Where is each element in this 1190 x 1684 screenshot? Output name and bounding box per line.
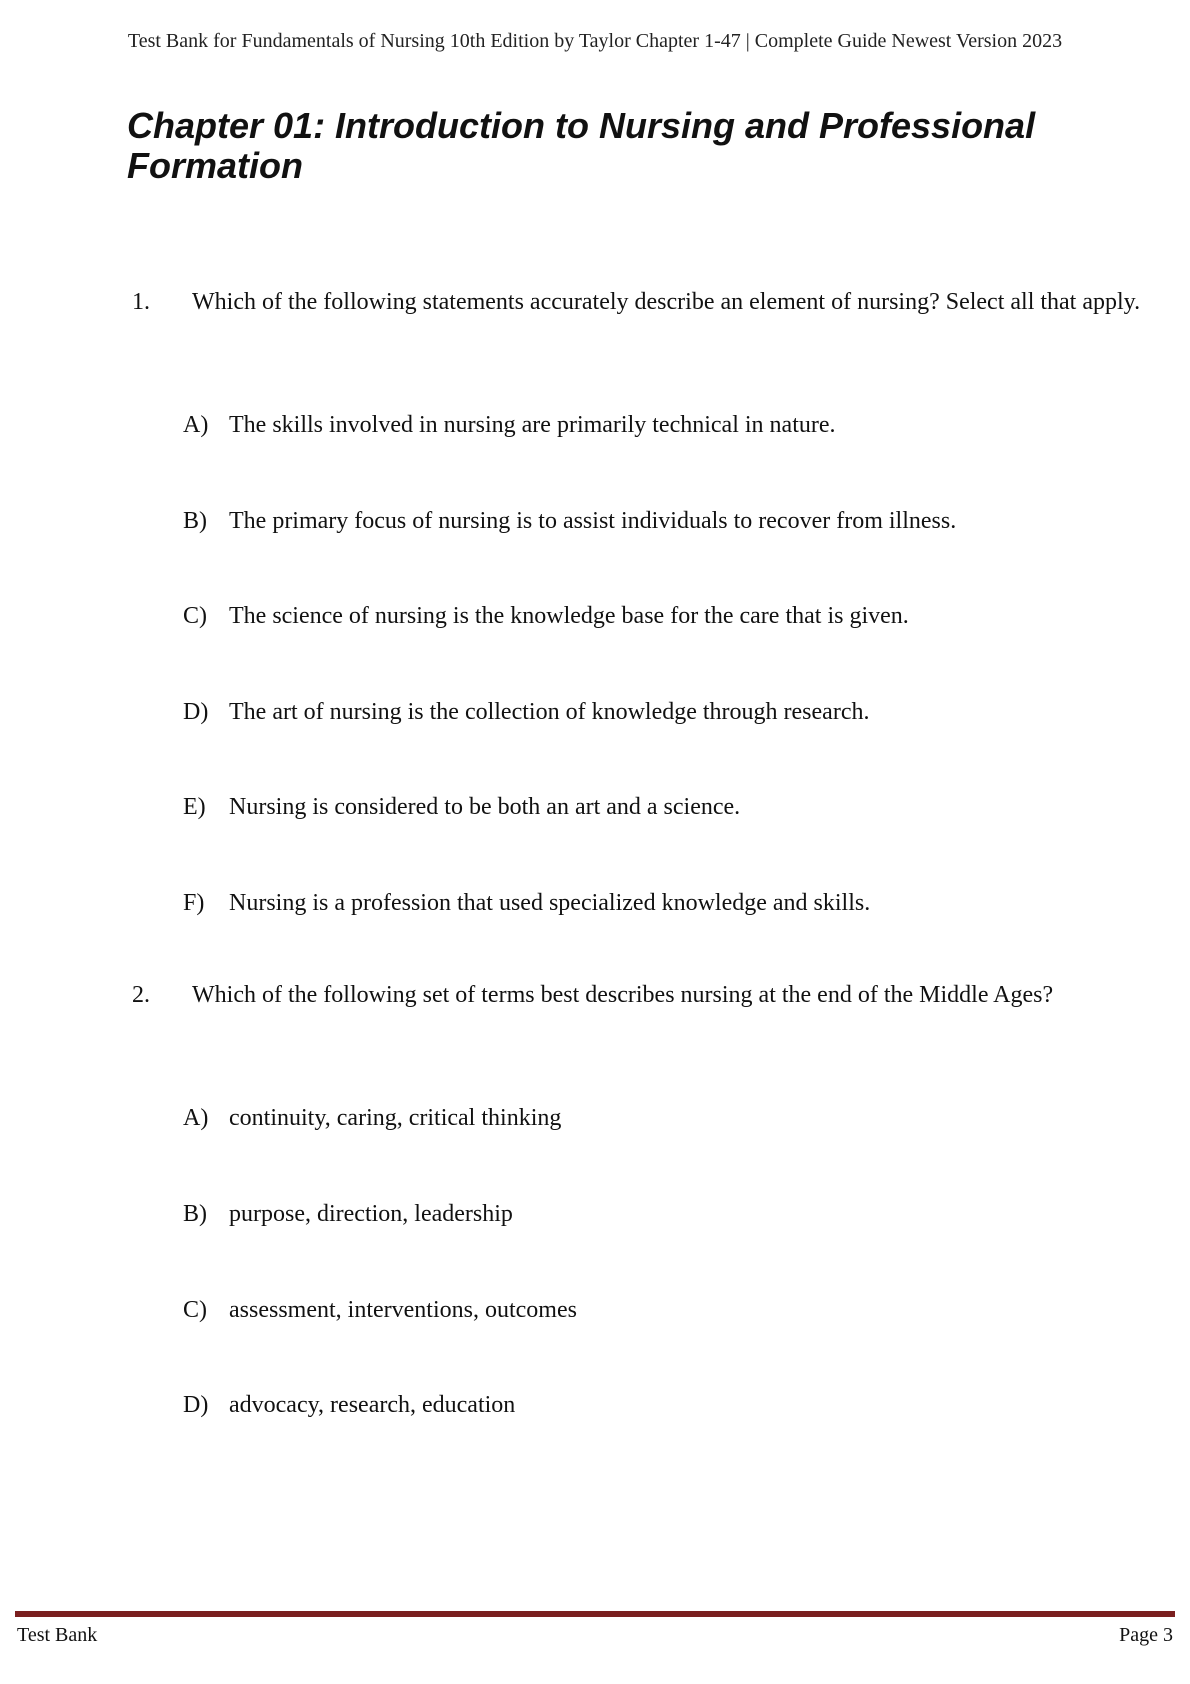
- question-number: 1.: [132, 289, 150, 315]
- option-letter: D): [183, 699, 209, 725]
- question-number: 2.: [132, 982, 150, 1008]
- question-2-option-c: [183, 1295, 577, 1325]
- chapter-title: Chapter 01: Introduction to Nursing and Professional Formation: [127, 105, 1036, 186]
- option-letter: B): [183, 508, 207, 534]
- option-text: The primary focus of nursing is to assist individuals to recover from illness.: [229, 508, 957, 534]
- question-1-option-c: [183, 601, 909, 631]
- option-text: The art of nursing is the collection of knowledge through research.: [229, 699, 870, 725]
- question-2-option-a: [183, 1103, 561, 1133]
- option-text: purpose, direction, leadership: [229, 1201, 513, 1227]
- question-2-option-b: [183, 1199, 513, 1229]
- footer-label: Test Bank: [17, 1624, 98, 1646]
- option-letter: A): [183, 412, 209, 438]
- question-1-option-a: [183, 410, 836, 440]
- option-text: The science of nursing is the knowledge base for the care that is given.: [229, 603, 909, 629]
- option-letter: A): [183, 1105, 209, 1131]
- question-1-option-d: [183, 697, 869, 727]
- question-1-option-b: [183, 506, 956, 536]
- question-1-option-e: [183, 792, 740, 822]
- option-letter: D): [183, 1392, 209, 1418]
- option-text: Nursing is a profession that used specialized knowledge and skills.: [229, 890, 871, 916]
- option-text: continuity, caring, critical thinking: [229, 1105, 562, 1131]
- option-letter: C): [183, 1297, 207, 1323]
- option-letter: B): [183, 1201, 207, 1227]
- option-text: advocacy, research, education: [229, 1392, 516, 1418]
- running-header: Test Bank for Fundamentals of Nursing 10th Edition by Taylor Chapter 1-47 | Complete Guide Newest Version 2023: [127, 30, 1063, 52]
- question-text: Which of the following set of terms best describes nursing at the end of the Middle Ages?: [192, 982, 1054, 1008]
- option-text: Nursing is considered to be both an art and a science.: [229, 794, 741, 820]
- question-1-option-f: [183, 888, 870, 918]
- option-letter: E): [183, 794, 206, 820]
- footer-divider: [15, 1611, 1175, 1617]
- option-letter: F): [183, 890, 205, 916]
- question-text: Which of the following statements accurately describe an element of nursing? Select all that apply.: [192, 289, 1141, 315]
- page-number: Page 3: [1119, 1624, 1173, 1646]
- option-text: The skills involved in nursing are primarily technical in nature.: [229, 412, 836, 438]
- option-text: assessment, interventions, outcomes: [229, 1297, 577, 1323]
- option-letter: C): [183, 603, 207, 629]
- question-2-option-d: [183, 1390, 515, 1420]
